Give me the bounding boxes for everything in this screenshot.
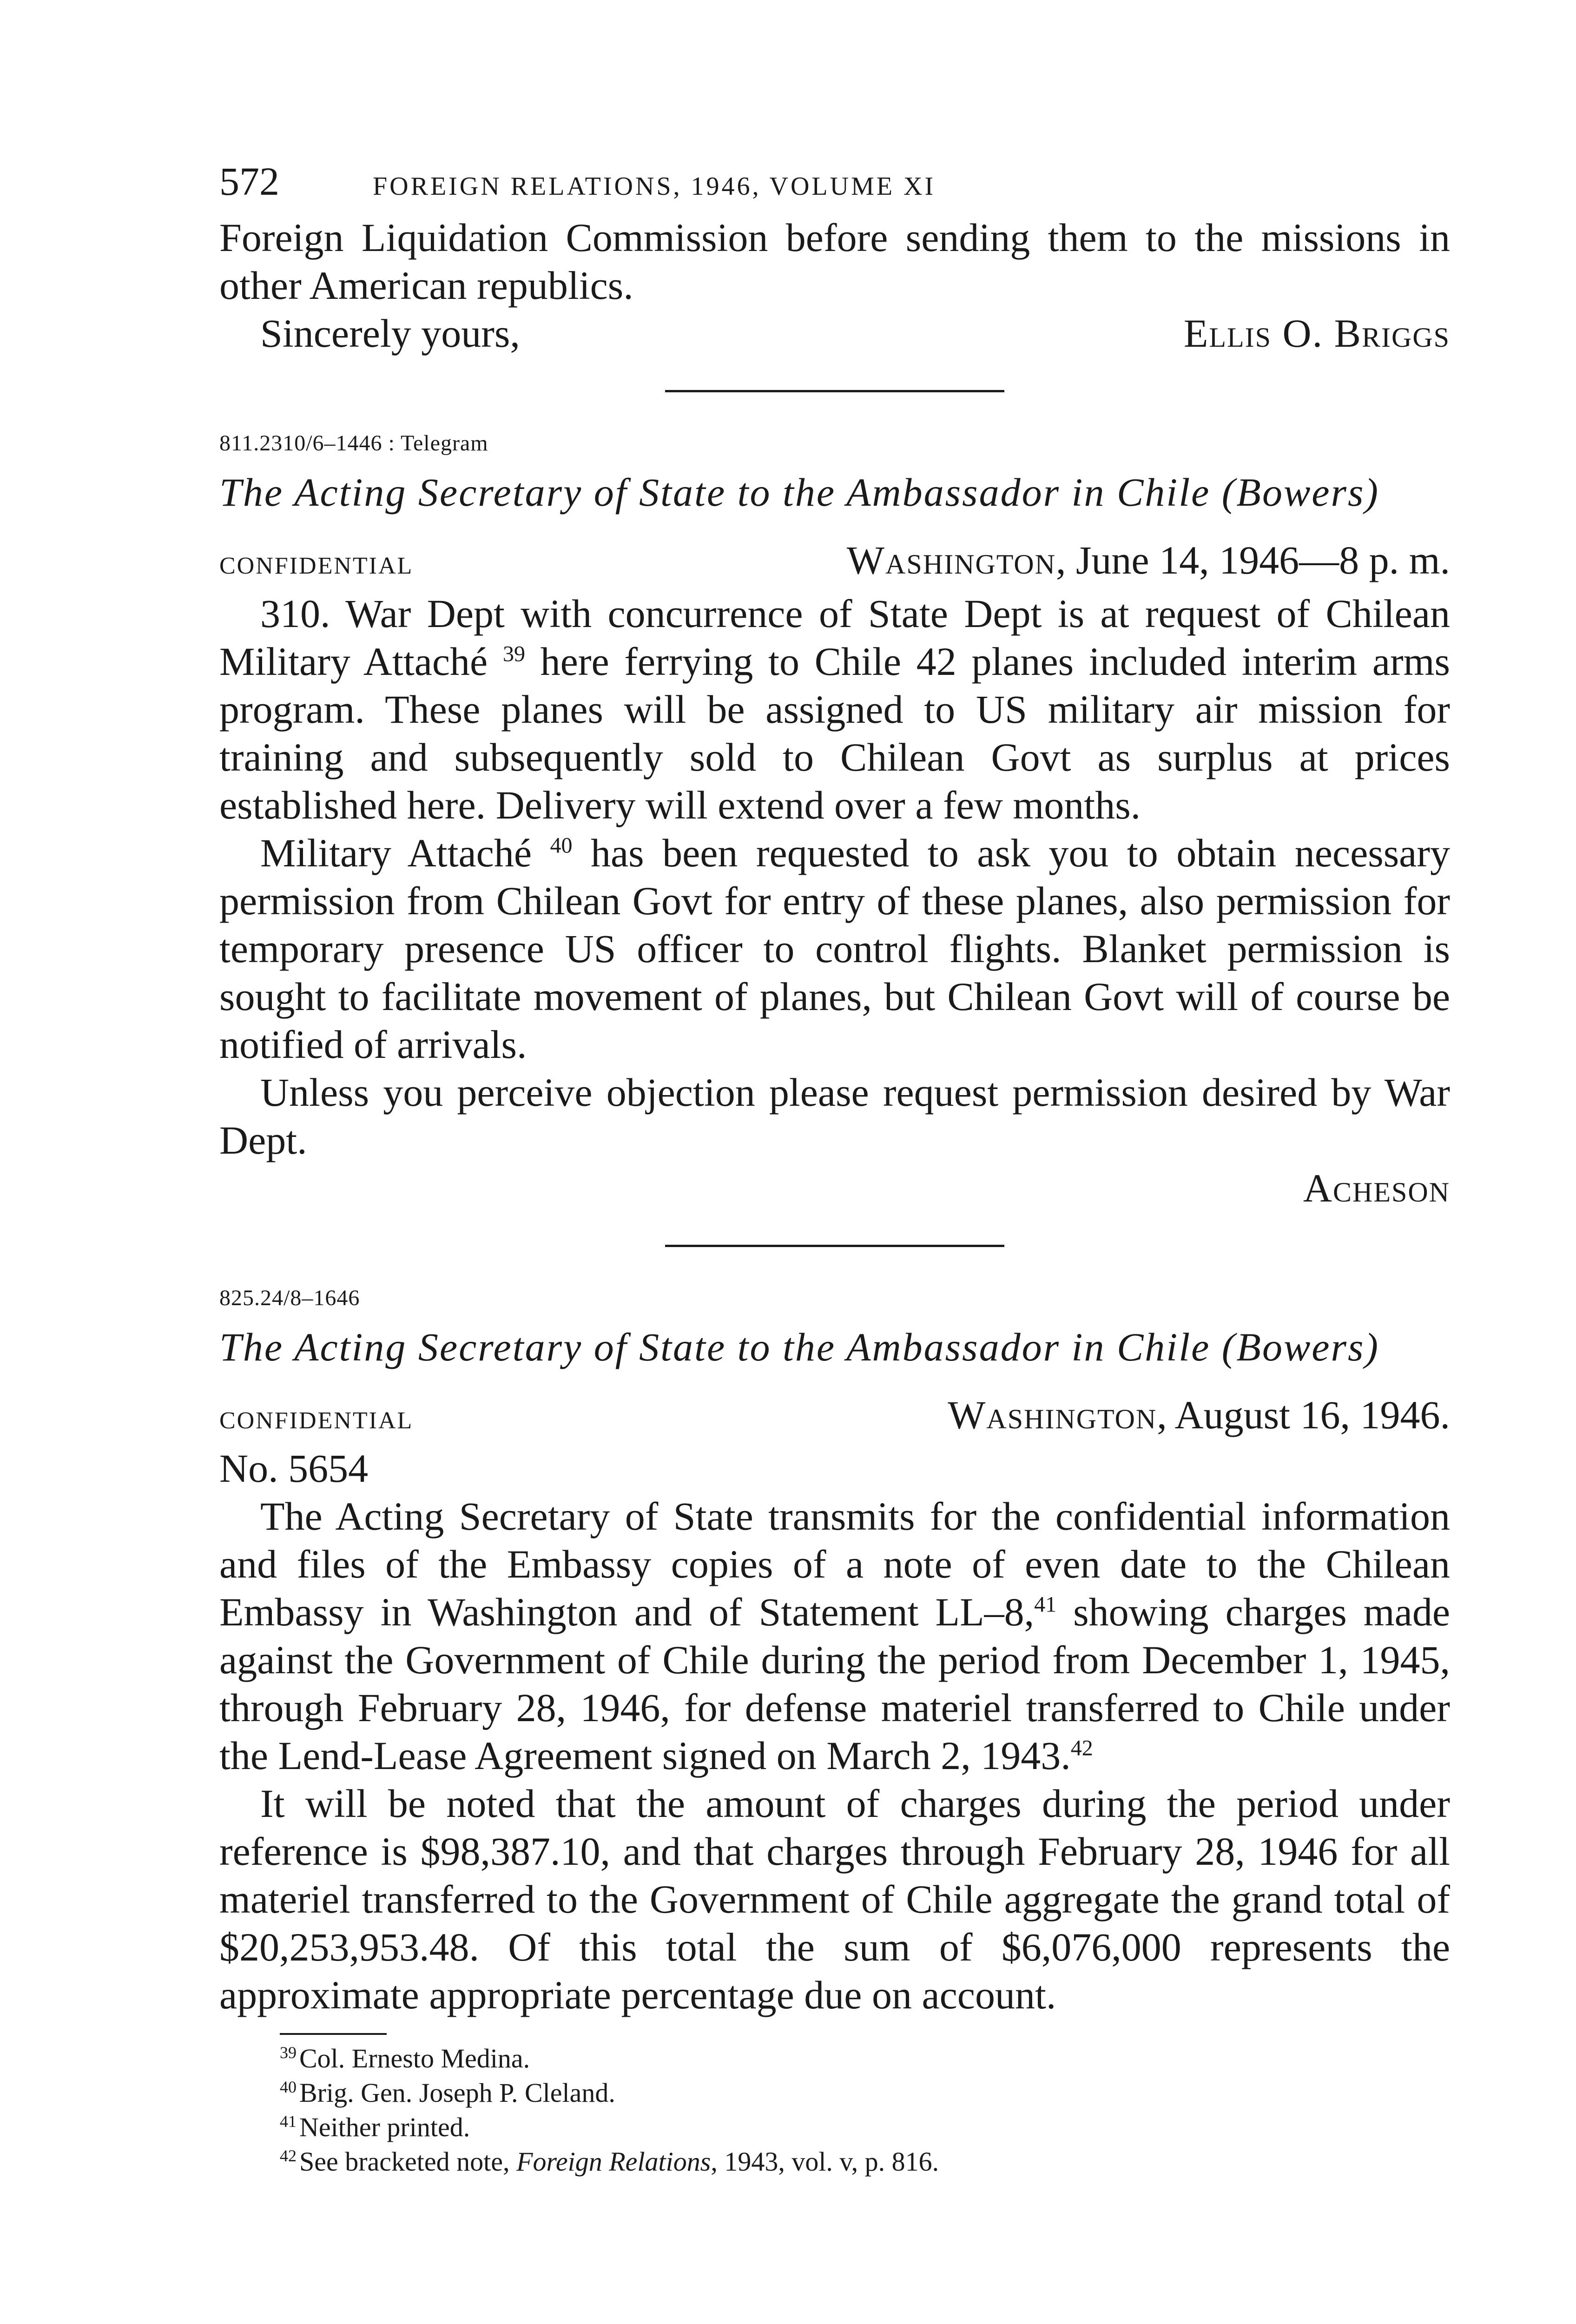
paragraph (219, 829, 1450, 1069)
document-telegram-310 (219, 425, 1450, 1212)
footnote (280, 2041, 1450, 2076)
paragraph: Unless you perceive objection please request permission desired by War Dept. (219, 1070, 1450, 1162)
date-text (847, 536, 1450, 584)
footnote-ref: 39 (502, 641, 525, 667)
paragraph (219, 1492, 1450, 1780)
paragraph (219, 590, 1450, 829)
footnote (280, 2110, 1450, 2145)
footnote-text: , 1943, vol. v, p. 816. (711, 2146, 939, 2177)
paragraph-text: has been requested to ask you to obtain necessary permission from Chilean Govt for entry of these planes, also permission for temporary presence US officer to control flights. Blanket permission is sought to facilitate movement of planes, but Chilean Govt will of course be notified of arrivals. (219, 831, 1450, 1067)
file-reference: 825.24/8–1646 (219, 1286, 360, 1310)
date-value: , August 16, 1946. (1157, 1393, 1450, 1437)
classification-label: CONFIDENTIAL (219, 553, 414, 579)
footnote-ref: 40 (550, 833, 573, 858)
document-page (219, 158, 1450, 2179)
paragraph-text: here ferrying to Chile 42 planes included interim arms program. These planes will be assigned to US military air mission for training and subsequently sold to Chilean Govt as surplus at prices established here. Delivery will extend over a few months. (219, 639, 1450, 827)
closing-text: Sincerely yours, (260, 311, 520, 356)
paragraph-text: The Acting Secretary of State transmits for the confidential information and files of the Embassy copies of a note of even date to the Chilean Embassy in Washington and of Statement LL–8, (219, 1494, 1450, 1634)
document-title: The Acting Secretary of State to the Ambassador in Chile (Bowers) (219, 470, 1380, 515)
paragraph: It will be noted that the amount of charges during the period under reference is $98,387.10, and that charges through February 28, 1946 for all materiel transferred to the Government of Chile aggregate the grand total of $20,253,953.48. Of this total the sum of $6,076,000 represents the approximate appropriate percentage due on account. (219, 1781, 1450, 2017)
footnote-mark: 42 (280, 2146, 297, 2165)
section-divider (665, 1245, 1004, 1247)
file-reference: 811.2310/6–1446 : Telegram (219, 431, 488, 456)
continuation-sign-row (219, 310, 1450, 357)
place-name: Washington (846, 538, 1056, 582)
footnote-text: Col. Ernesto Medina. (299, 2043, 530, 2073)
running-head (219, 158, 1450, 214)
paragraph-text: showing charges made against the Government of Chile during the period from December 1, 1945, through February 28, 1946, for defense materiel transferred to Chile under the Lend-Lease Agreement signed on March 2, 1943. (219, 1590, 1450, 1778)
footnote-mark: 41 (280, 2112, 297, 2131)
paragraph-text: Military Attaché (260, 831, 550, 875)
footnote-ref: 42 (1070, 1736, 1093, 1761)
date-text (948, 1391, 1450, 1439)
date-value: , June 14, 1946—8 p. m. (1055, 538, 1450, 582)
continuation-text: Foreign Liquidation Commission before sending them to the missions in other American republics. (219, 215, 1450, 308)
signature-acheson: Acheson (1303, 1166, 1450, 1210)
classification-label: CONFIDENTIAL (219, 1407, 414, 1434)
paragraph-text: 310. War Dept with concurrence of State Dept is at request of Chilean Military Attaché (219, 591, 1450, 684)
footnote-text: See bracketed note, (299, 2146, 517, 2177)
document-number: No. 5654 (219, 1446, 369, 1491)
document-title: The Acting Secretary of State to the Ambassador in Chile (Bowers) (219, 1325, 1380, 1369)
dateline (219, 536, 1450, 590)
page-number: 572 (219, 159, 279, 204)
running-title: FOREIGN RELATIONS, 1946, VOLUME XI (373, 172, 936, 201)
signature-briggs: Ellis O. Briggs (1183, 311, 1450, 356)
footnote (280, 2145, 1450, 2179)
footnote-text: Brig. Gen. Joseph P. Cleland. (299, 2078, 615, 2108)
document-note-5654 (219, 1280, 1450, 2019)
footnote-ref: 41 (1034, 1592, 1057, 1617)
footnote-publication: Foreign Relations (516, 2146, 711, 2177)
dateline (219, 1391, 1450, 1445)
footnotes (219, 2033, 1450, 2179)
footnote-divider (280, 2033, 387, 2035)
footnote-mark: 40 (280, 2077, 297, 2096)
place-name: Washington (948, 1393, 1157, 1437)
footnote-mark: 39 (280, 2043, 297, 2062)
footnote (280, 2076, 1450, 2110)
section-divider (665, 390, 1004, 392)
footnote-text: Neither printed. (299, 2112, 470, 2142)
